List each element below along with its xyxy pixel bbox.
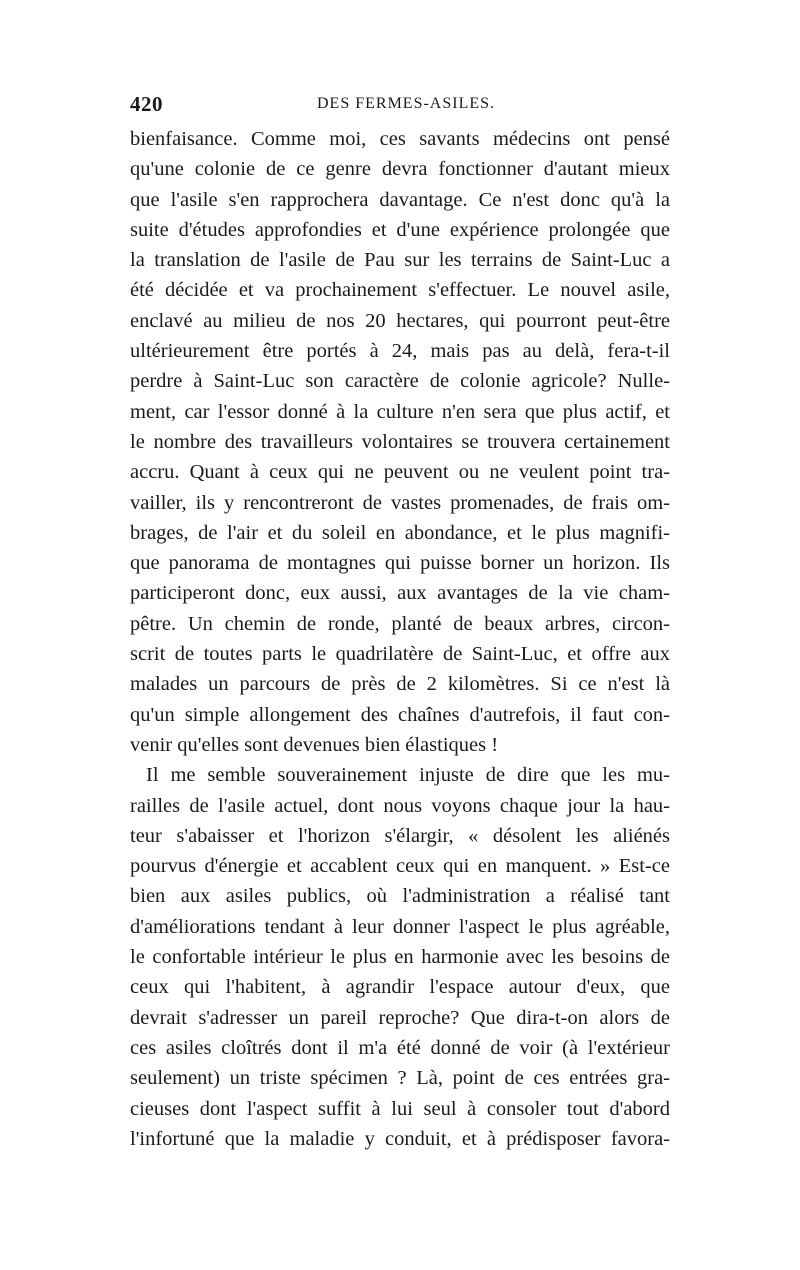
text-line: qu'une colonie de ce genre devra fonctionner d'autant mieux (130, 158, 670, 181)
text-line: ceux qui l'habitent, à agrandir l'espace autour d'eux, que (130, 976, 670, 999)
text-line: le confortable intérieur le plus en harmonie avec les besoins de (130, 946, 670, 969)
text-line: d'améliorations tendant à leur donner l'aspect le plus agréable, (130, 915, 670, 938)
text-line: pêtre. Un chemin de ronde, planté de beaux arbres, circon- (130, 612, 670, 635)
text-line: malades un parcours de près de 2 kilomètres. Si ce n'est là (130, 673, 670, 696)
text-line: participeront donc, eux aussi, aux avantages de la vie cham- (130, 582, 670, 605)
text-line: suite d'études approfondies et d'une expérience prolongée que (130, 218, 670, 241)
text-line: ment, car l'essor donné à la culture n'en sera que plus actif, et (130, 400, 670, 423)
text-line: devrait s'adresser un pareil reproche? Que dira-t-on alors de (130, 1006, 670, 1029)
text-line: que panorama de montagnes qui puisse borner un horizon. Ils (130, 552, 670, 575)
text-line: que l'asile s'en rapprochera davantage. Ce n'est donc qu'à la (130, 188, 670, 211)
text-line: cieuses dont l'aspect suffit à lui seul à consoler tout d'abord (130, 1097, 670, 1120)
text-line: teur s'abaisser et l'horizon s'élargir, « désolent les aliénés (130, 824, 670, 847)
text-line: bienfaisance. Comme moi, ces savants médecins ont pensé (130, 128, 670, 150)
text-line: pourvus d'énergie et accablent ceux qui en manquent. » Est-ce (130, 855, 670, 878)
running-title: DES FERMES-ASILES. (317, 95, 496, 112)
text-line: vailler, ils y rencontreront de vastes promenades, de frais om- (130, 491, 670, 514)
text-line: Il me semble souverainement injuste de dire que les mu- (146, 764, 670, 787)
text-line: ces asiles cloîtrés dont il m'a été donné de voir (à l'extérieur (130, 1036, 670, 1059)
text-line: bien aux asiles publics, où l'administration a réalisé tant (130, 885, 670, 908)
text-line: accru. Quant à ceux qui ne peuvent ou ne veulent point tra- (130, 461, 670, 484)
text-line: brages, de l'air et du soleil en abondance, et le plus magnifi- (130, 521, 670, 544)
text-line: seulement) un triste spécimen ? Là, point de ces entrées gra- (130, 1067, 670, 1090)
text-line: enclavé au milieu de nos 20 hectares, qui pourront peut-être (130, 309, 670, 332)
text-line: le nombre des travailleurs volontaires se trouvera certainement (130, 430, 670, 453)
text-line: été décidée et va prochainement s'effectuer. Le nouvel asile, (130, 279, 670, 302)
text-line: ultérieurement être portés à 24, mais pas au delà, fera-t-il (130, 340, 670, 363)
text-line: la translation de l'asile de Pau sur les terrains de Saint-Luc a (130, 249, 670, 272)
text-line: perdre à Saint-Luc son caractère de colonie agricole? Nulle- (130, 370, 670, 393)
text-line: railles de l'asile actuel, dont nous voyons chaque jour la hau- (130, 794, 670, 817)
running-head (130, 92, 670, 118)
text-line: scrit de toutes parts le quadrilatère de Saint-Luc, et offre aux (130, 643, 670, 666)
body-text (130, 124, 670, 1154)
text-line: l'infortuné que la maladie y conduit, et à prédisposer favora- (130, 1127, 670, 1150)
text-line: qu'un simple allongement des chaînes d'autrefois, il faut con- (130, 703, 670, 726)
text-line: venir qu'elles sont devenues bien élastiques ! (130, 733, 499, 756)
page-number: 420 (130, 92, 163, 116)
